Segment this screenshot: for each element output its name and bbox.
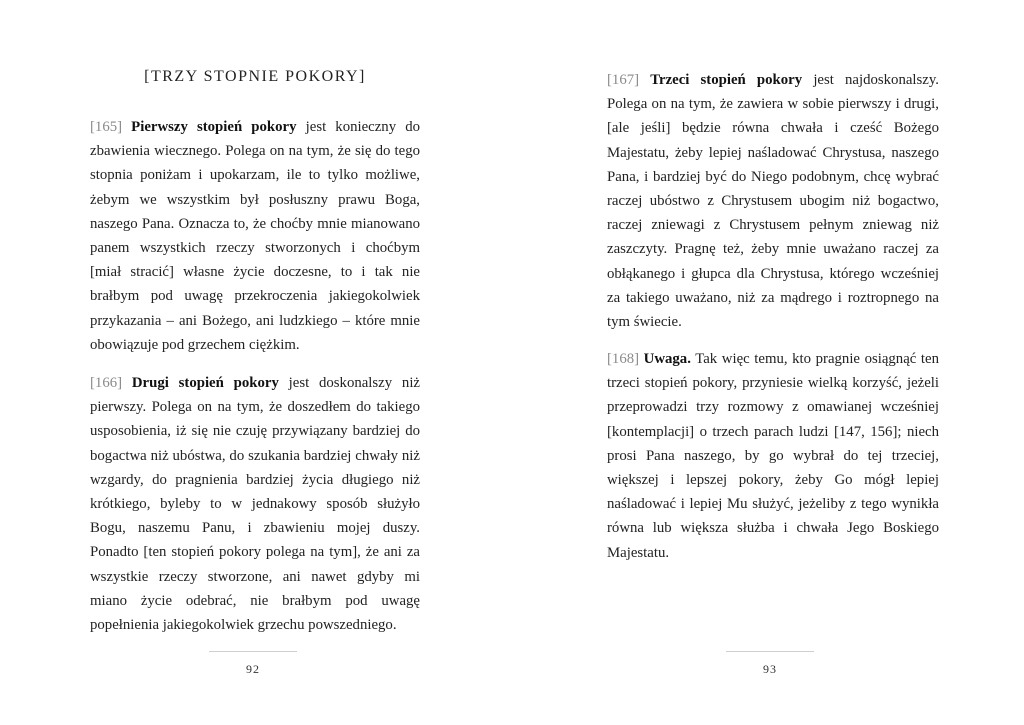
paragraph-167 xyxy=(607,68,939,334)
paragraph-166 xyxy=(90,371,420,637)
section-title: [TRZY STOPNIE POKORY] xyxy=(144,68,366,85)
paragraph-number: [168] xyxy=(607,351,640,367)
paragraph-168 xyxy=(607,347,939,565)
page-number: 93 xyxy=(763,662,777,676)
page-number: 92 xyxy=(246,662,260,676)
footer-divider xyxy=(209,651,297,652)
paragraph-165 xyxy=(90,115,420,357)
paragraph-text: jest konieczny do zbawienia wiecznego. Polega on na tym, że się do tego stopnia poniżam i upokarzam, ile to tylko możliwe, żebym we wszystkim był posłuszny prawu Boga, naszego Pana. Oznacza to, że choćby mnie mianowano panem wszystkich rzeczy stworzonych i choćbym [miał stracić] własne życie doczesne, to i tak nie brałbym pod uwagę przekroczenia jakiegokolwiek przykazania – ani Bożego, ani ludzkiego – które mnie obowiązuje pod grzechem ciężkim. xyxy=(90,119,420,353)
paragraph-number: [166] xyxy=(90,375,123,391)
footer-divider xyxy=(726,651,814,652)
paragraph-text: jest najdoskonalszy. Polega on na tym, że zawiera w sobie pierwszy i drugi, [ale jeśli] będzie równa chwała i cześć Bożego Majestatu, żeby lepiej naśladować Chrystusa, naszego Pana, i bardziej być do Niego podobnym, chcę wybrać raczej ubóstwo z Chrystusem ubogim niż bogactwo, raczej zniewagi z Chrystusem pełnym zniewag niż zaszczyty. Pragnę też, żeby mnie uważano raczej za obłąkanego i głupca dla Chrystusa, którego wcześniej za takiego uważano, niż za mądrego i roztropnego na tym świecie. xyxy=(607,72,939,331)
paragraph-text: jest doskonalszy niż pierwszy. Polega on na tym, że doszedłem do takiego usposobienia, iż się nie czuję przywiązany bardziej do bogactwa niż ubóstwa, do szukania bardziej chwały niż wzgardy, do pragnienia bardziej życia długiego niż krótkiego, byleby to w jednakowy sposób służyło Bogu, naszemu Panu, i zbawieniu mojej duszy. Ponadto [ten stopień pokory polega na tym], że ani za wszystkie rzeczy stworzone, ani nawet gdyby mi miano życie odebrać, nie brałbym pod uwagę popełnienia jakiegokolwiek grzechu powszedniego. xyxy=(90,375,421,634)
paragraph-text: Tak więc temu, kto pragnie osiągnąć ten trzeci stopień pokory, przyniesie wielką korzyść, jeżeli przeprowadzi trzy rozmowy z omawianej wcześniej [kontemplacji] o trzech parach ludzi [147, 156]; niech prosi Pana naszego, by go wybrał do tej trzeciej, większej i lepszej pokory, żeby Go mógł lepiej naśladować i lepiej Mu służyć, jeżeliby z tego wynikła równa lub większa służba i chwała Jego Boskiego Majestatu. xyxy=(607,351,939,561)
paragraph-lead: Pierwszy stopień pokory xyxy=(131,119,297,135)
paragraph-lead: Uwaga. xyxy=(643,351,691,367)
paragraph-lead: Drugi stopień pokory xyxy=(131,375,279,391)
right-page xyxy=(512,0,1024,725)
paragraph-number: [165] xyxy=(90,119,123,135)
paragraph-lead: Trzeci stopień pokory xyxy=(650,72,803,88)
paragraph-number: [167] xyxy=(607,72,640,88)
